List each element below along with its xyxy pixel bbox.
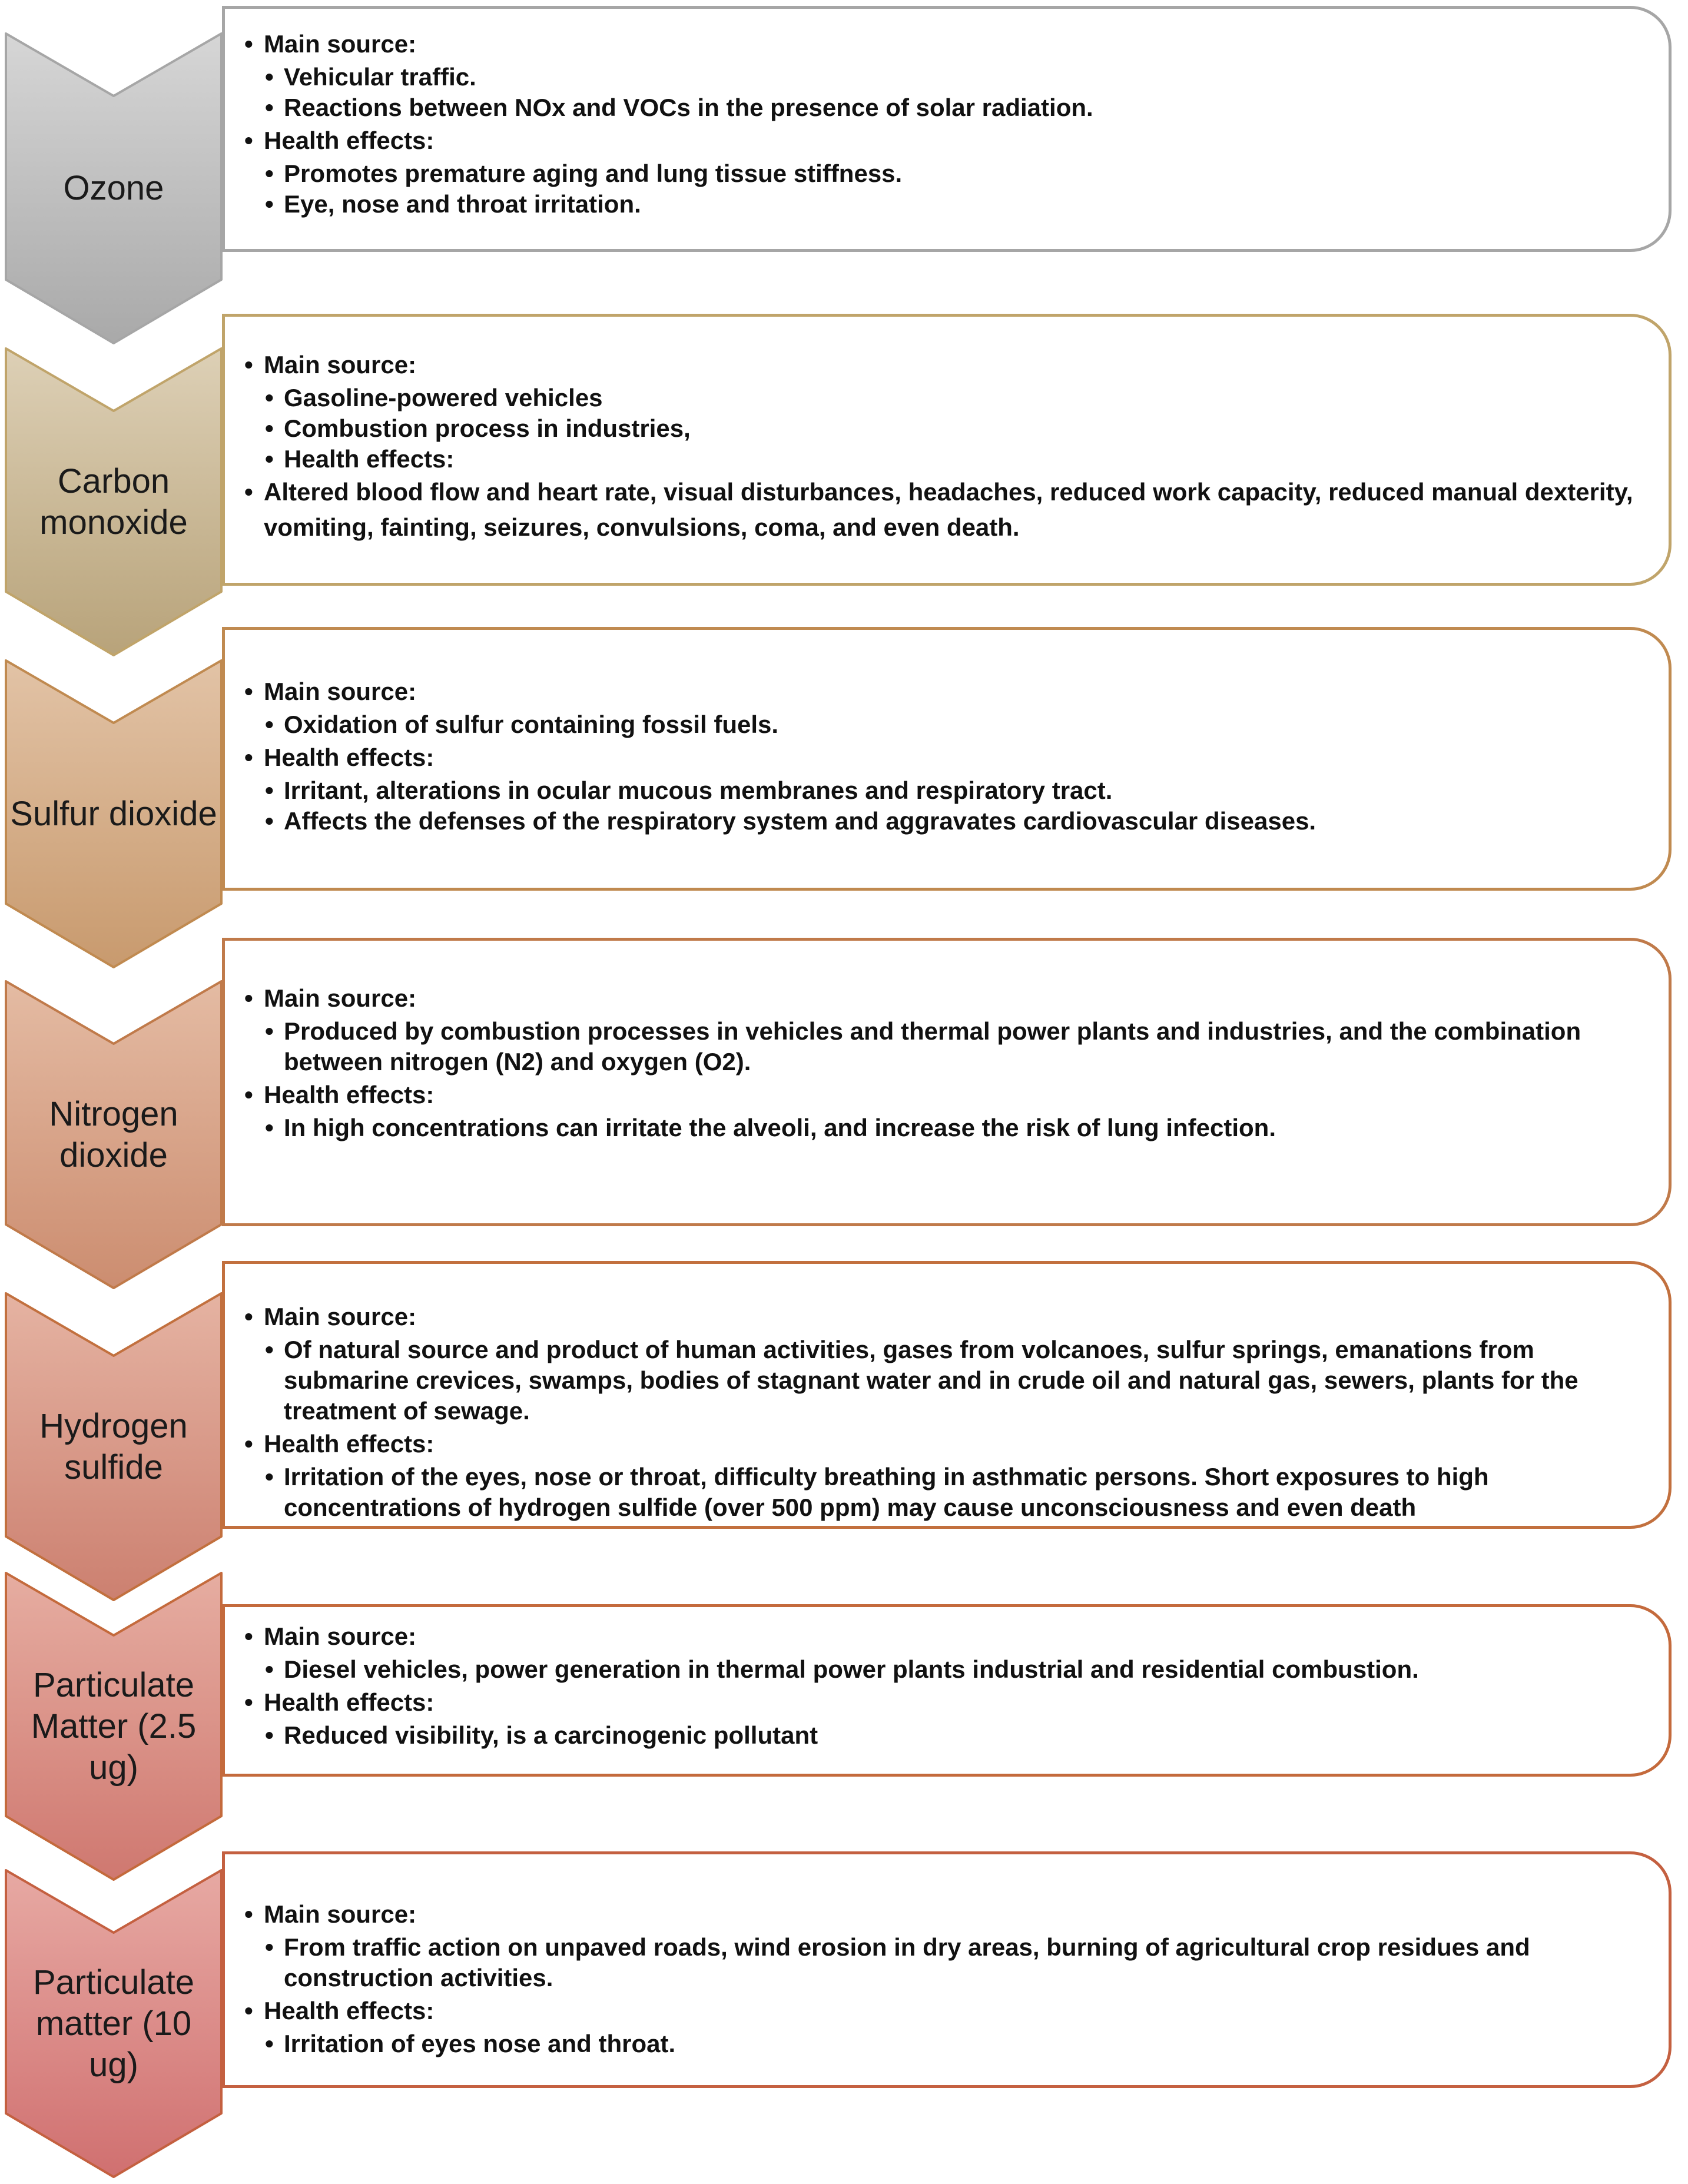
list-heading: • Main source: — [225, 1897, 1645, 1932]
list-item: • Irritation of the eyes, nose or throat, difficulty breathing in asthmatic persons. Short exposures to high concentrations of hydrogen sulfide (over 500 ppm) may cause unconsciousness and even death — [225, 1462, 1645, 1523]
chevron-7 — [5, 1869, 223, 2178]
list-item: • Health effects: — [225, 444, 1645, 474]
list-heading: • Main source: — [225, 1299, 1645, 1335]
info-list — [225, 981, 1645, 1143]
list-item: • Combustion process in industries, — [225, 413, 1645, 444]
list-heading: • Health effects: — [225, 1077, 1645, 1113]
info-list — [225, 1897, 1645, 2059]
list-heading: • Main source: — [225, 981, 1645, 1016]
chevron-5 — [5, 1292, 223, 1601]
list-heading: • Health effects: — [225, 123, 1645, 158]
list-heading: • Altered blood flow and heart rate, visual disturbances, headaches, reduced work capacity, reduced manual dexterity, vomiting, fainting, seizures, convulsions, coma, and even death. — [225, 474, 1645, 545]
info-card-3 — [222, 627, 1672, 891]
info-list — [225, 347, 1645, 545]
chevron-1 — [5, 32, 223, 344]
list-item: • From traffic action on unpaved roads, wind erosion in dry areas, burning of agricultural crop residues and construction activities. — [225, 1932, 1645, 1993]
list-heading: • Main source: — [225, 1619, 1645, 1654]
list-heading: • Health effects: — [225, 1426, 1645, 1462]
list-item: • Diesel vehicles, power generation in thermal power plants industrial and residential combustion. — [225, 1654, 1645, 1685]
chevron-6 — [5, 1572, 223, 1881]
list-item: • Oxidation of sulfur containing fossil fuels. — [225, 709, 1645, 740]
info-list — [225, 1299, 1645, 1523]
info-card-5 — [222, 1261, 1672, 1529]
info-card-7 — [222, 1851, 1672, 2088]
chevron-4 — [5, 980, 223, 1289]
list-item: • Of natural source and product of human activities, gases from volcanoes, sulfur springs, emanations from submarine crevices, swamps, bodies of stagnant water and in crude oil and natural gas, sewers, plants for the treatment of sewage. — [225, 1335, 1645, 1426]
info-list — [225, 26, 1645, 220]
pollutant-label: Sulfur dioxide — [10, 794, 217, 833]
list-heading: • Health effects: — [225, 740, 1645, 775]
info-card-4 — [222, 938, 1672, 1226]
list-heading: • Health effects: — [225, 1685, 1645, 1720]
list-heading: • Main source: — [225, 347, 1645, 383]
list-item: • Vehicular traffic. — [225, 62, 1645, 92]
chevron-2 — [5, 347, 223, 656]
list-heading: • Main source: — [225, 26, 1645, 62]
info-list — [225, 1619, 1645, 1751]
list-item: • Produced by combustion processes in vehicles and thermal power plants and industries, and the combination between nitrogen (N2) and oxygen (O2). — [225, 1016, 1645, 1077]
info-card-2 — [222, 314, 1672, 586]
list-item: • In high concentrations can irritate the alveoli, and increase the risk of lung infection. — [225, 1113, 1645, 1143]
list-item: • Eye, nose and throat irritation. — [225, 189, 1645, 220]
pollutant-label: Hydrogen sulfide — [39, 1406, 188, 1486]
list-item: • Affects the defenses of the respiratory system and aggravates cardiovascular diseases. — [225, 806, 1645, 837]
info-card-6 — [222, 1604, 1672, 1777]
list-item: • Irritant, alterations in ocular mucous membranes and respiratory tract. — [225, 775, 1645, 806]
pollutant-label: Particulate matter (10 ug) — [32, 1963, 195, 2084]
list-heading: • Main source: — [225, 674, 1645, 709]
pollutant-label: Carbon monoxide — [39, 462, 188, 542]
list-item: • Gasoline-powered vehicles — [225, 383, 1645, 413]
pollutant-label: Nitrogen dioxide — [49, 1094, 178, 1174]
info-list — [225, 674, 1645, 837]
list-item: • Reactions between NOx and VOCs in the presence of solar radiation. — [225, 92, 1645, 123]
list-item: • Irritation of eyes nose and throat. — [225, 2029, 1645, 2059]
list-item: • Promotes premature aging and lung tissue stiffness. — [225, 158, 1645, 189]
info-card-1 — [222, 6, 1672, 252]
pollutant-label: Ozone — [63, 169, 164, 207]
pollutant-label: Particulate Matter (2.5 ug) — [31, 1665, 197, 1787]
list-item: • Reduced visibility, is a carcinogenic pollutant — [225, 1720, 1645, 1751]
chevron-3 — [5, 659, 223, 968]
list-heading: • Health effects: — [225, 1993, 1645, 2029]
